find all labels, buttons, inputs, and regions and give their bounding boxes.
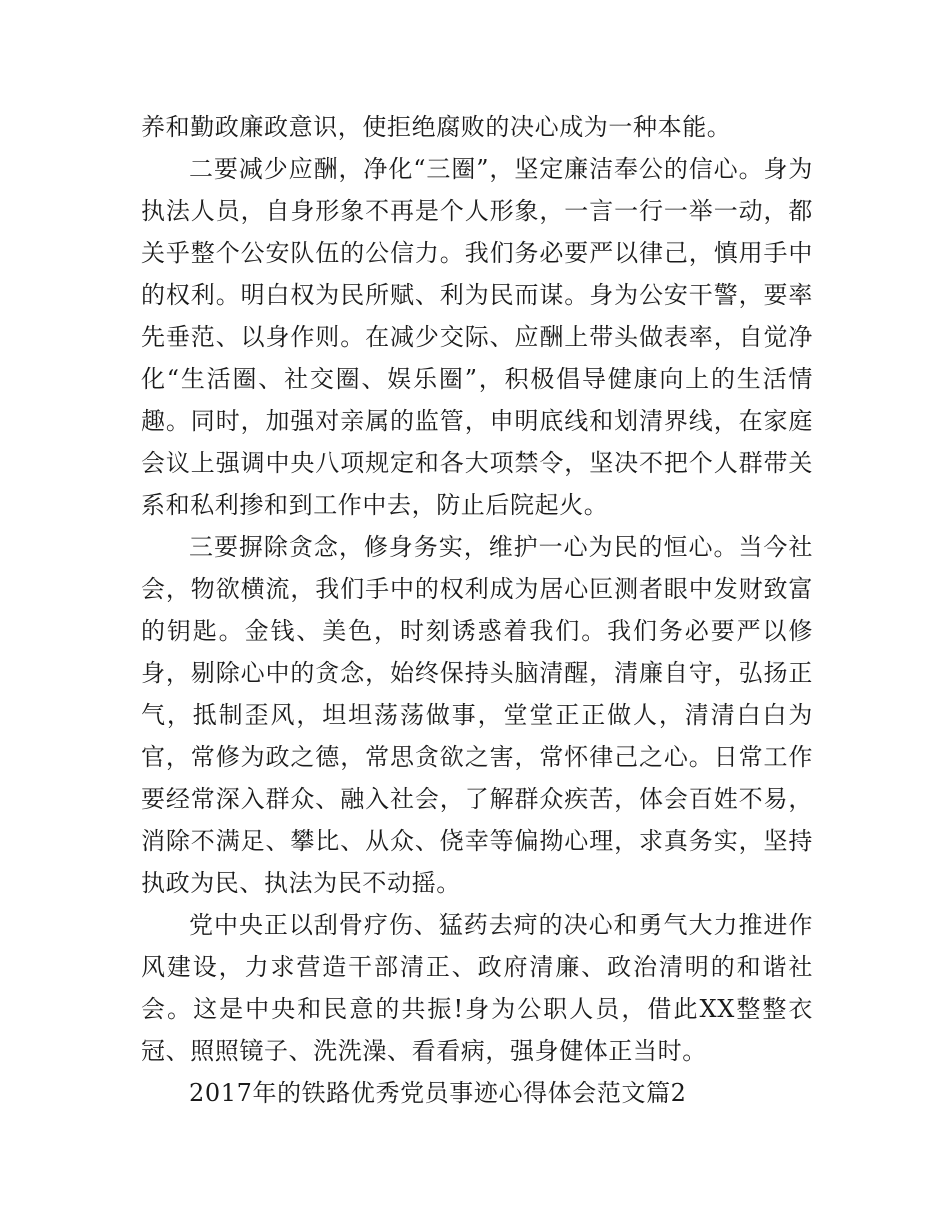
paragraph-party-central: 党中央正以刮骨疗伤、猛药去疴的决心和勇气大力推进作风建设，力求营造干部清正、政府清廉、政治清明的和谐社会。这是中央和民意的共振!身为公职人员，借此XX整整衣冠、照照镜子、洗洗澡、看看病，强身健体正当时。	[141, 911, 813, 1065]
paragraph-reduce-socializing: 二要减少应酬，净化“三圈”，坚定廉洁奉公的信心。身为执法人员，自身形象不再是个人形象，一言一行一举一动，都关乎整个公安队伍的公信力。我们务必要严以律己，慎用手中的权利。明白权为民所赋、利为民而谋。身为公安干警，要率先垂范、以身作则。在减少交际、应酬上带头做表率，自觉净化“生活圈、社交圈、娱乐圈”，积极倡导健康向上的生活情趣。同时，加强对亲属的监管，申明底线和划清界线，在家庭会议上强调中央八项规定和各大项禁令，坚决不把个人群带关系和私利掺和到工作中去，防止后院起火。	[141, 155, 813, 519]
document-body	[141, 106, 813, 1114]
paragraph-continuation: 养和勤政廉政意识，使拒绝腐败的决心成为一种本能。	[141, 113, 732, 141]
paragraph-remove-greed: 三要摒除贪念，修身务实，维护一心为民的恒心。当今社会，物欲横流，我们手中的权利成为居心叵测者眼中发财致富的钥匙。金钱、美色，时刻诱惑着我们。我们务必要严以修身，剔除心中的贪念，始终保持头脑清醒，清廉自守，弘扬正气，抵制歪风，坦坦荡荡做事，堂堂正正做人，清清白白为官，常修为政之德，常思贪欲之害，常怀律己之心。日常工作要经常深入群众、融入社会，了解群众疾苦，体会百姓不易，消除不满足、攀比、从众、侥幸等偏拗心理，求真务实，坚持执政为民、执法为民不动摇。	[141, 533, 813, 897]
section-heading: 2017年的铁路优秀党员事迹心得体会范文篇2	[189, 1079, 687, 1107]
